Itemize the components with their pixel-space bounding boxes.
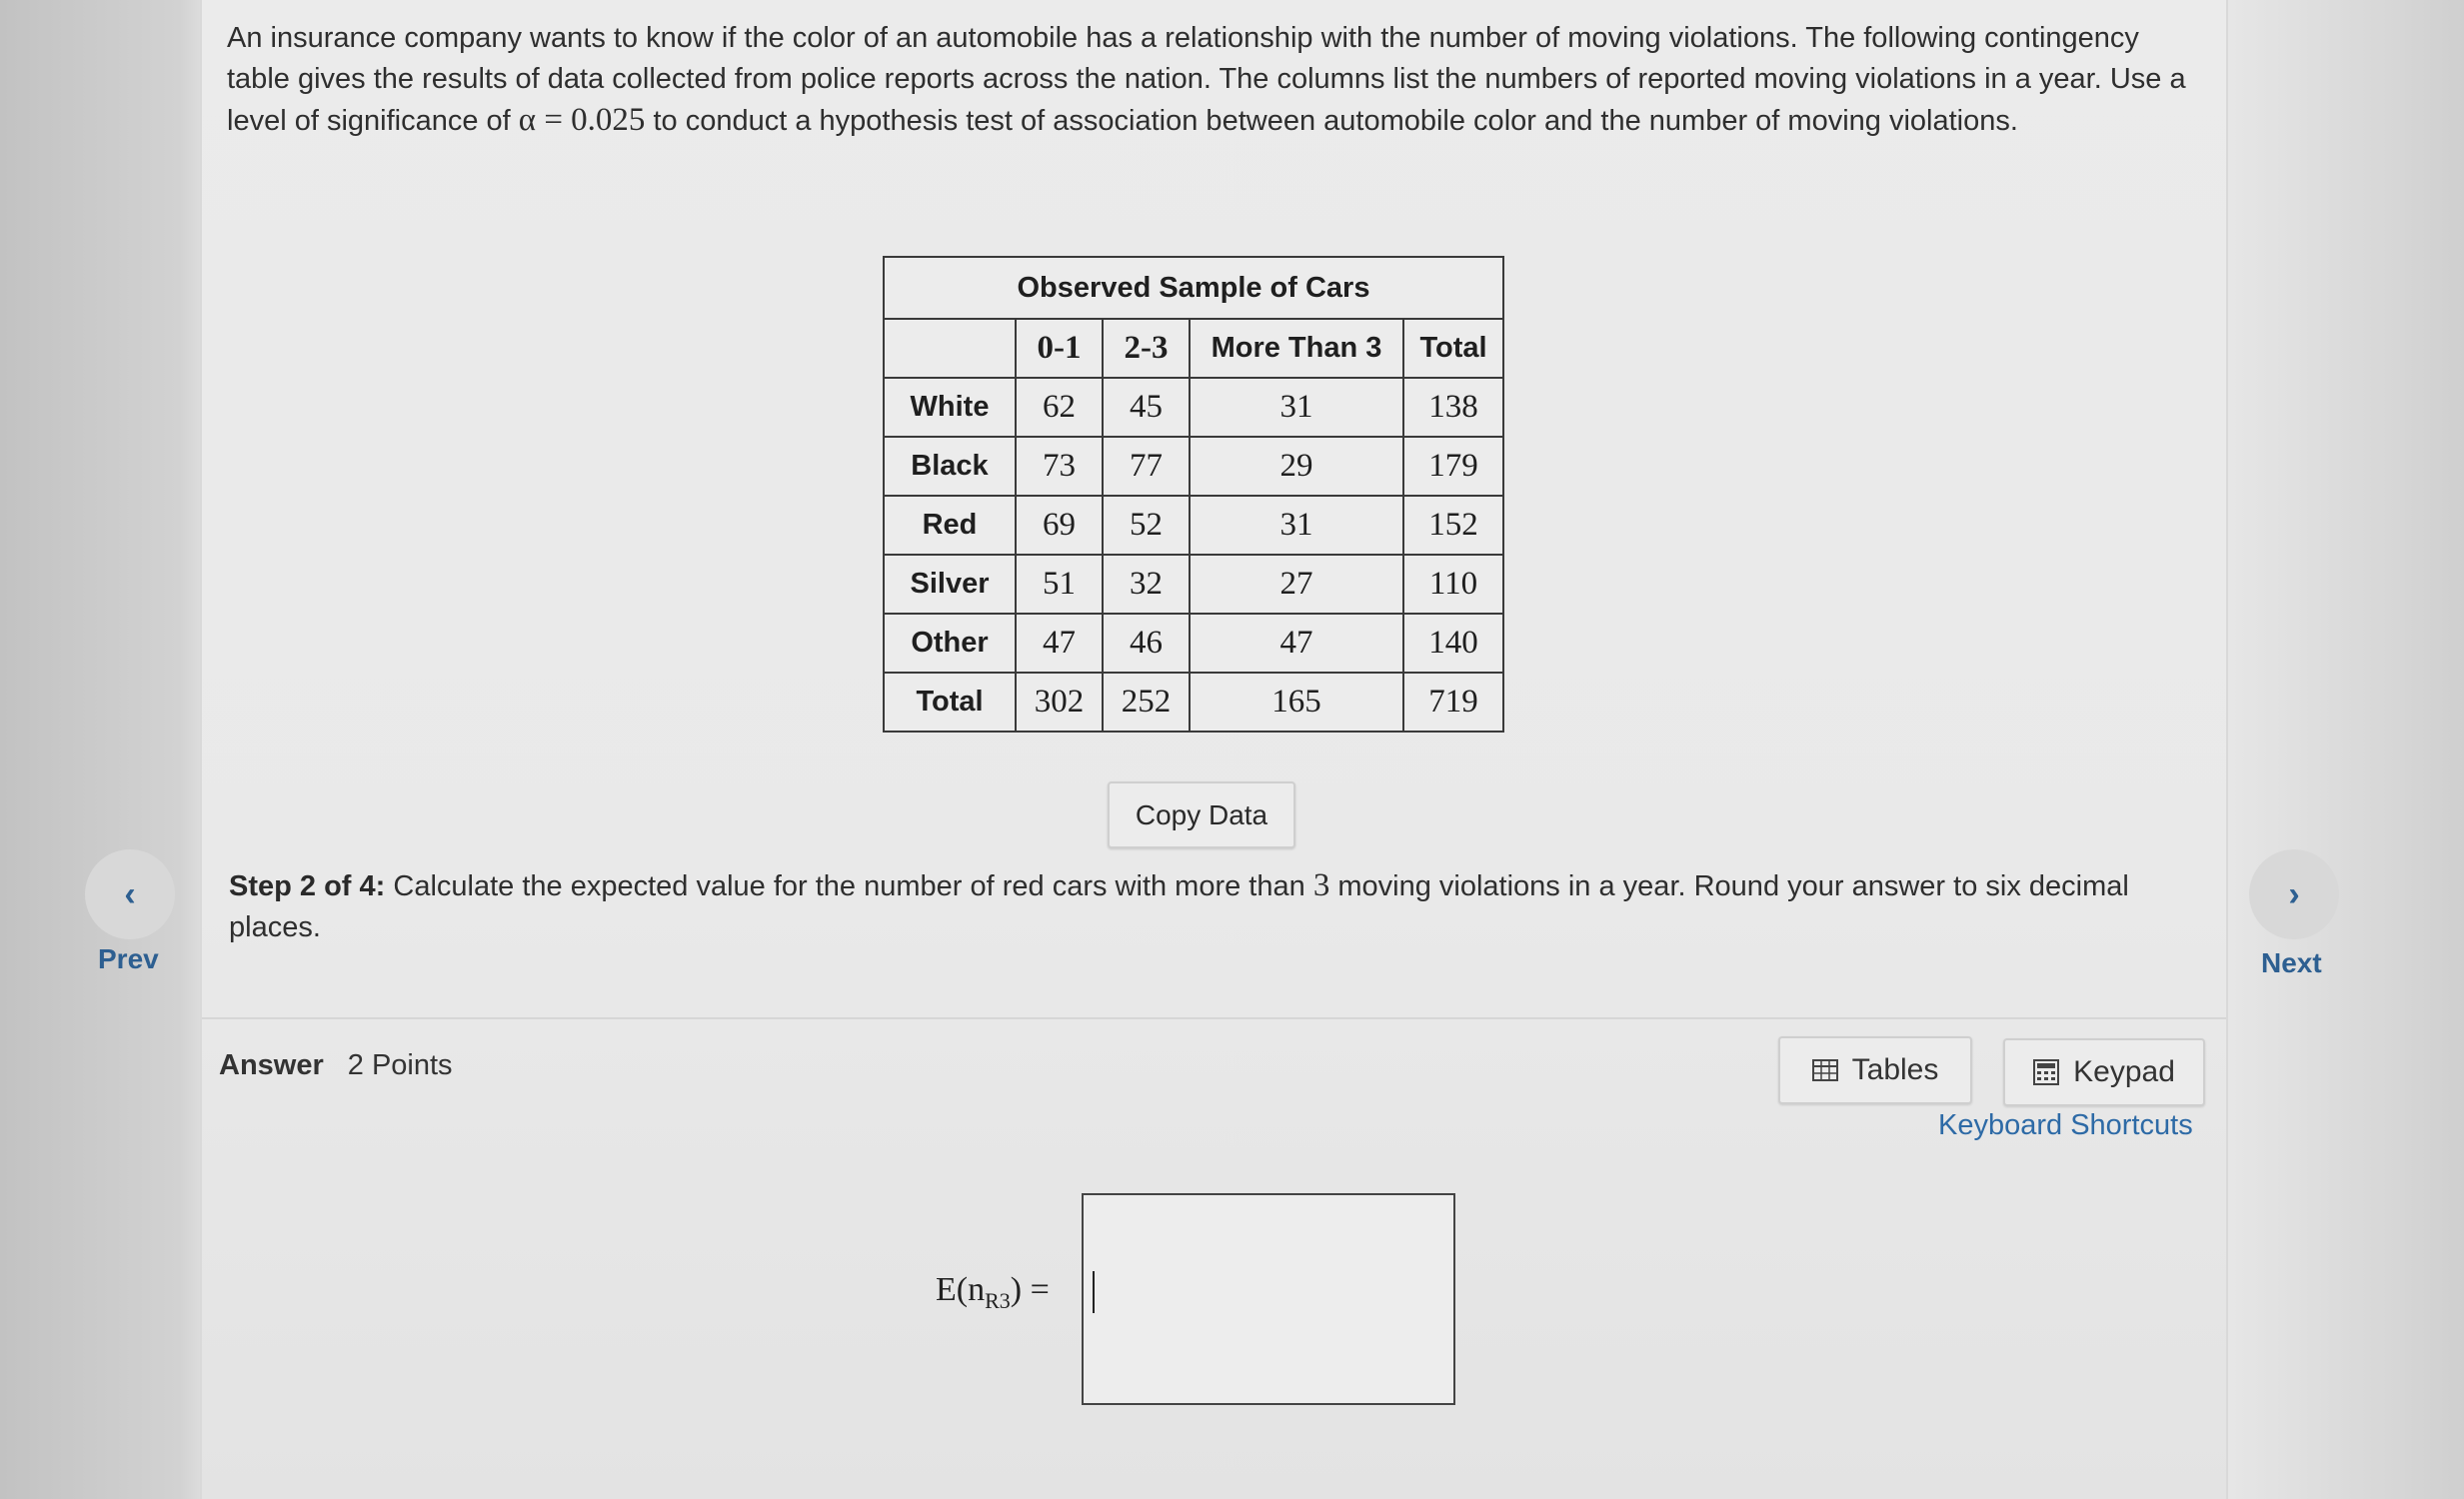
problem-text-part2: to conduct a hypothesis test of association between automobile color and the number of moving violations. <box>645 105 2018 137</box>
row-header: Total <box>884 673 1016 732</box>
table-cell: 51 <box>1016 555 1103 614</box>
col-header-text: More Than 3 <box>1211 332 1382 364</box>
prev-label[interactable]: Prev <box>98 943 159 974</box>
divider <box>202 1017 2226 1019</box>
table-cell: 110 <box>1403 555 1503 614</box>
step-number: 3 <box>1312 867 1330 903</box>
col-header: 2-3 <box>1103 319 1190 378</box>
table-cell: 252 <box>1103 673 1190 732</box>
text-caret <box>1093 1271 1095 1313</box>
table-caption: Observed Sample of Cars <box>884 257 1503 319</box>
points-label: 2 Points <box>347 1049 453 1081</box>
step-text-part2: moving violations in a year. Round your answer to six decimal places. <box>229 870 2129 943</box>
row-header: Red <box>884 496 1016 555</box>
copy-data-button[interactable]: Copy Data <box>1108 781 1295 848</box>
table-cell: 73 <box>1016 437 1103 496</box>
problem-statement <box>227 18 2206 142</box>
table-cell: 69 <box>1016 496 1103 555</box>
chevron-left-icon: ‹ <box>124 874 136 913</box>
step-label: Step 2 of 4: <box>229 870 386 902</box>
alpha-expression: α = 0.025 <box>518 102 646 138</box>
keypad-icon <box>2033 1059 2059 1085</box>
table-cell: 152 <box>1403 496 1503 555</box>
keypad-button[interactable] <box>2003 1038 2205 1106</box>
table-icon <box>1812 1059 1838 1081</box>
col-header: 0-1 <box>1016 319 1103 378</box>
table-row <box>884 496 1503 555</box>
col-header: Total <box>1403 319 1503 378</box>
prev-button[interactable] <box>85 849 175 939</box>
expr-subscript: R3 <box>985 1287 1011 1313</box>
expr-suffix: ) = <box>1010 1271 1050 1308</box>
table-cell: 179 <box>1403 437 1503 496</box>
step-instruction <box>229 865 2208 948</box>
expected-value-expression <box>936 1271 1050 1314</box>
answer-input[interactable] <box>1082 1193 1455 1405</box>
table-cell: 47 <box>1016 614 1103 673</box>
table-row <box>884 437 1503 496</box>
table-row <box>884 555 1503 614</box>
tables-label: Tables <box>1851 1053 1939 1086</box>
table-cell: 138 <box>1403 378 1503 437</box>
table-cell: 27 <box>1190 555 1403 614</box>
corner-cell <box>884 319 1016 378</box>
row-header: Silver <box>884 555 1016 614</box>
table-cell: 46 <box>1103 614 1190 673</box>
table-cell: 47 <box>1190 614 1403 673</box>
table-cell: 62 <box>1016 378 1103 437</box>
table-cell: 45 <box>1103 378 1190 437</box>
table-cell: 302 <box>1016 673 1103 732</box>
question-panel <box>200 0 2228 1499</box>
table-cell: 29 <box>1190 437 1403 496</box>
table-cell: 719 <box>1403 673 1503 732</box>
chevron-right-icon: › <box>2288 874 2300 913</box>
table-cell: 31 <box>1190 496 1403 555</box>
table-cell: 77 <box>1103 437 1190 496</box>
row-header: Black <box>884 437 1016 496</box>
col-header <box>1190 319 1403 378</box>
observed-table <box>883 256 1504 733</box>
answer-label: Answer <box>219 1049 324 1081</box>
step-text-part1: Calculate the expected value for the number of red cars with more than <box>385 870 1313 902</box>
table-cell: 52 <box>1103 496 1190 555</box>
row-header: White <box>884 378 1016 437</box>
table-cell: 31 <box>1190 378 1403 437</box>
expr-prefix: E(n <box>936 1271 986 1308</box>
next-label[interactable]: Next <box>2261 947 2322 978</box>
row-header: Other <box>884 614 1016 673</box>
keypad-label: Keypad <box>2073 1055 2175 1088</box>
table-cell: 32 <box>1103 555 1190 614</box>
next-button[interactable] <box>2249 849 2339 939</box>
answer-header <box>219 1049 453 1082</box>
keyboard-shortcuts-link[interactable]: Keyboard Shortcuts <box>1938 1109 2193 1141</box>
table-row <box>884 614 1503 673</box>
tables-button[interactable] <box>1778 1036 1972 1104</box>
table-row <box>884 378 1503 437</box>
table-cell: 165 <box>1190 673 1403 732</box>
problem-text-part1: An insurance company wants to know if the color of an automobile has a relationship with the number of moving violations. The following contingency table gives the results of data collected from police reports across the nation. The columns list the numbers of reported moving violations in a year. Use a level of significance of <box>227 22 2186 137</box>
table-row <box>884 673 1503 732</box>
table-header-row <box>884 319 1503 378</box>
table-cell: 140 <box>1403 614 1503 673</box>
